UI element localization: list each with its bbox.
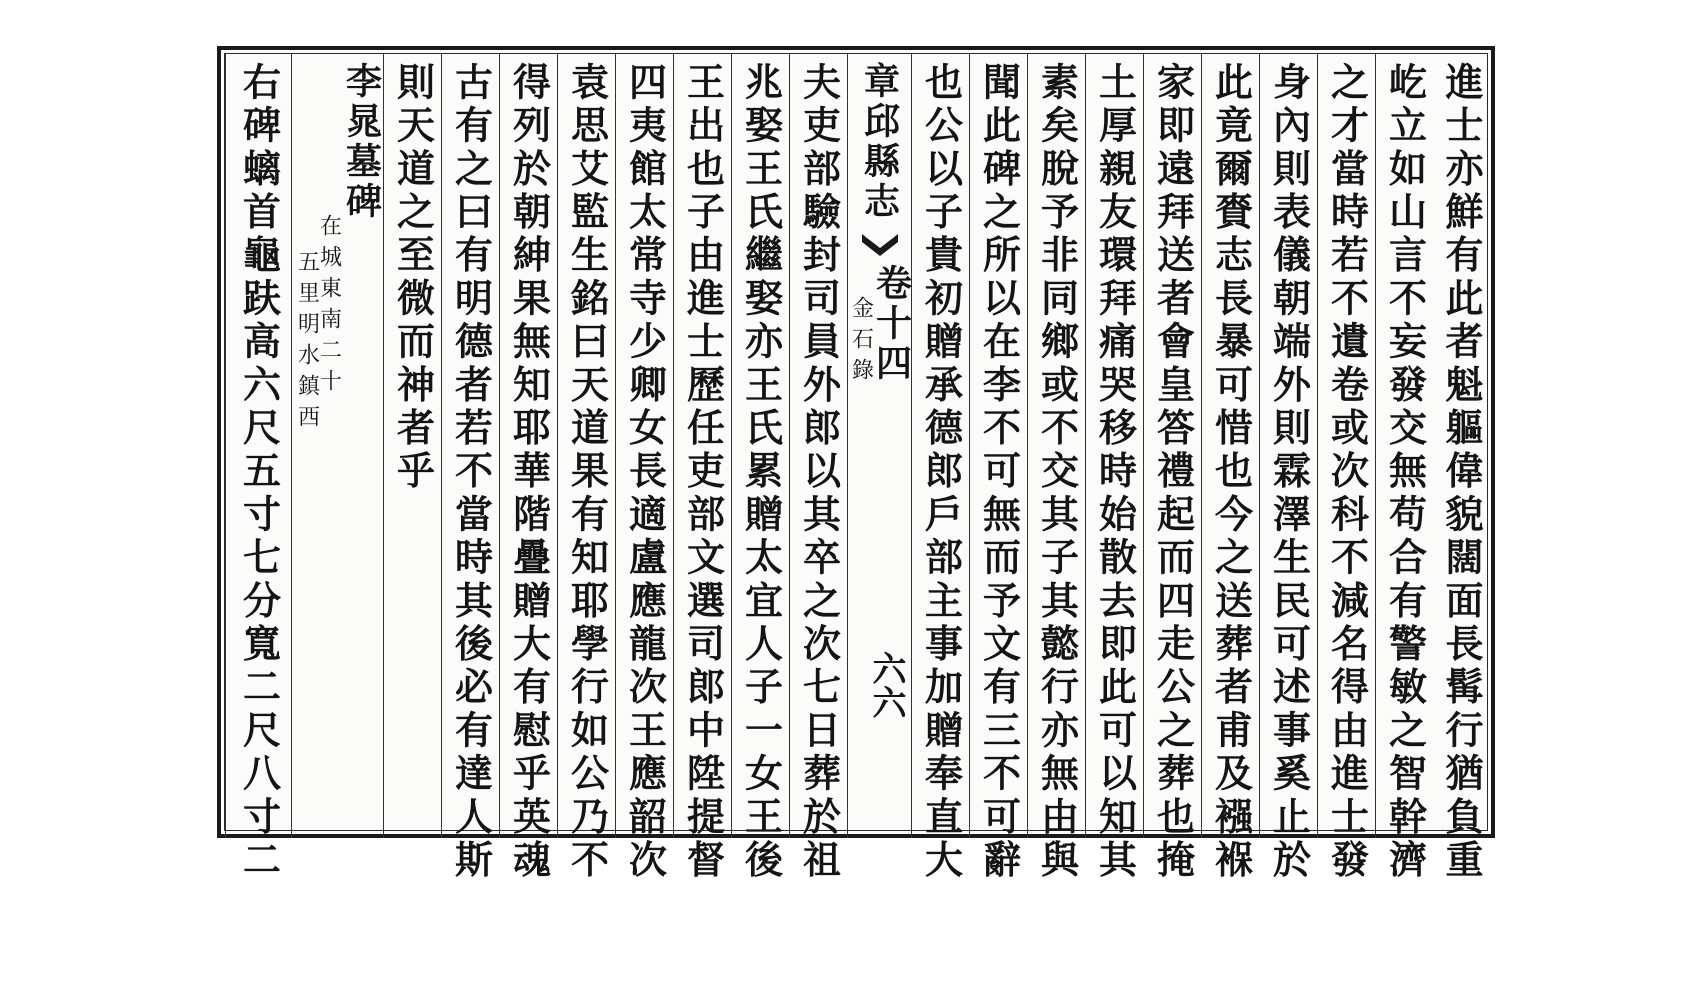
column-text: 進士亦鮮有此者魁軀偉貌闊面長髯行猶負重 xyxy=(1439,62,1484,883)
text-column-8 xyxy=(1027,54,1085,883)
column-text: 得列於朝紳果無知耶華階疊贈大有慰乎英魂 xyxy=(506,62,552,883)
page-number: 六六 xyxy=(866,651,906,719)
column-text: 古有之曰有明德者若不當時其後必有達人斯 xyxy=(448,62,494,883)
text-column-5 xyxy=(1201,54,1259,883)
text-column-4 xyxy=(1259,54,1317,883)
inscription-column xyxy=(291,54,383,838)
column-text: 此竟爾賚志長暴可惜也今之送葬者甫及襁褓 xyxy=(1208,62,1254,883)
center-block xyxy=(847,54,911,838)
text-column-2 xyxy=(1375,54,1433,883)
fish-tail-icon xyxy=(860,230,900,260)
text-column-14 xyxy=(615,54,673,883)
column-text: 右碑螭首龜趺高六尺五寸七分寬二尺八寸二 xyxy=(236,62,282,883)
column-text: 袁思艾監生銘曰天道果有知耶學行如公乃不 xyxy=(564,62,610,883)
column-text: 也公以子貴初贈承德郎戶部主事加贈奉直大 xyxy=(918,62,964,883)
inscription-row xyxy=(294,54,383,436)
section-label: 金石錄 xyxy=(848,296,874,389)
text-column-10 xyxy=(911,54,969,883)
page-frame xyxy=(224,53,1488,883)
column-text: 素矣脫予非同鄉或不交其子其懿行亦無由與 xyxy=(1034,62,1080,883)
text-column-12 xyxy=(731,54,789,883)
column-text: 土厚親友環拜痛哭移時始散去即此可以知其 xyxy=(1092,62,1138,883)
column-text: 王出也子由進士歷任吏部文選司郎中陞提督 xyxy=(680,62,726,883)
column-text: 聞此碑之所以在李不可無而予文有三不可辭 xyxy=(976,62,1022,883)
book-page xyxy=(217,46,1495,883)
column-text: 兆娶王氏繼娶亦王氏累贈太宜人子一女王後 xyxy=(738,62,784,883)
volume-label: 卷十四 xyxy=(870,264,913,384)
column-text: 之才當時若不遺卷或次科不減名得由進士發 xyxy=(1324,62,1370,883)
text-column-18 xyxy=(383,54,441,838)
column-text: 夫吏部驗封司員外郎以其卒之次七日葬於祖 xyxy=(796,62,842,883)
inscription-note-right: 在城東南二十 xyxy=(316,214,342,400)
text-column-13 xyxy=(673,54,731,883)
column-text: 家即遠拜送者會皇答禮起而四走公之葬也掩 xyxy=(1150,62,1196,883)
text-column-16 xyxy=(499,54,557,883)
text-column-17 xyxy=(441,54,499,883)
chapter-row xyxy=(848,264,913,389)
text-column-3 xyxy=(1317,54,1375,883)
column-text: 四夷館太常寺少卿女長適盧應龍次王應韶次 xyxy=(622,62,668,883)
text-column-7 xyxy=(1085,54,1143,883)
text-column-6 xyxy=(1143,54,1201,883)
text-column-last xyxy=(225,54,291,883)
book-title: 章邱縣志 xyxy=(858,62,901,222)
inscription-title: 李晁墓碑 xyxy=(340,62,383,222)
text-column-1 xyxy=(1433,54,1489,883)
inscription-note-left: 五里明水鎮西 xyxy=(294,250,320,436)
text-column-11 xyxy=(789,54,847,883)
text-column-9 xyxy=(969,54,1027,883)
column-text: 則天道之至微而神者乎 xyxy=(390,62,436,494)
column-text: 屹立如山言不妄發交無苟合有警敏之智幹濟 xyxy=(1382,62,1428,883)
text-column-15 xyxy=(557,54,615,883)
column-text: 身內則表儀朝端外則霖澤生民可述事奚止於 xyxy=(1266,62,1312,883)
